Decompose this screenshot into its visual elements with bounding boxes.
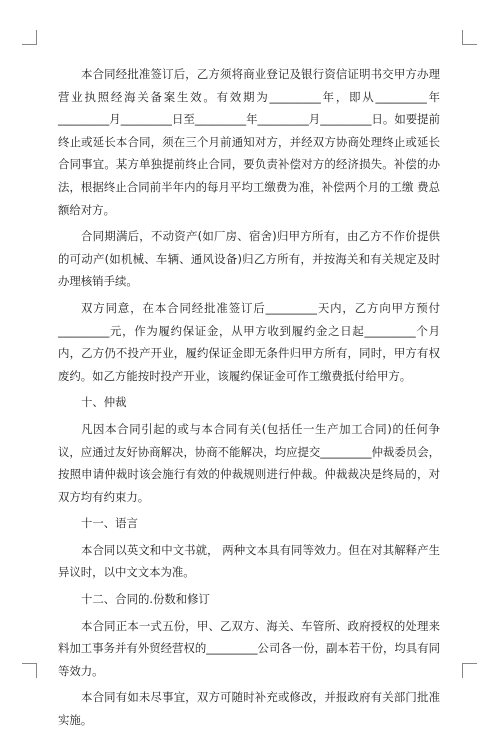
page-corner-mark-top-right bbox=[462, 30, 477, 45]
paragraph-language: 本合同以英文和中文书就， 两种文本具有同等效力。但在对其解释产生异议时，以中文文本为准。 bbox=[58, 542, 440, 580]
paragraph-copies: 本合同正本一式五份，甲、乙双方、海关、车管所、政府授权的处理来料加工事务并有外贸经营权的_________公司各一份，副本若干份，均具有同等效力。 bbox=[58, 618, 440, 678]
section-heading-arbitration: 十、仲裁 bbox=[81, 395, 127, 410]
section-heading-language: 十一、语言 bbox=[81, 516, 138, 531]
document-body bbox=[58, 63, 440, 732]
paragraph-arbitration: 凡因本合同引起的或与本合同有关(包括任一生产加工合同)的任何争议，应通过友好协商解决，协商不能解决，均应提交_________仲裁委员会，按照申请仲裁时该会施行有效的仲裁规则进行仲裁。仲裁裁决是终局的，对双方均有约束力。 bbox=[58, 421, 440, 504]
section-heading-copies-revision: 十二、合同的.份数和修订 bbox=[81, 592, 210, 607]
paragraph-performance-deposit: 双方同意，在本合同经批准签订后_________天内，乙方向甲方预付_________元，作为履约保证金，从甲方收到履约金之日起_________个月内，乙方仍不投产开业，履约保证金即无条件归甲方所有，同时，甲方有权废约。如乙方能按时投产开业，该履约保证金可作工缴费抵付给甲方。 bbox=[58, 300, 440, 383]
page-corner-mark-bottom-left bbox=[22, 663, 37, 678]
paragraph-supplement: 本合同有如未尽事宜，双方可随时补充或修改，并报政府有关部门批准实施。 bbox=[58, 690, 440, 728]
paragraph-validity-term: 本合同经批准签订后，乙方须将商业登记及银行资信证明书交甲方办理营业执照经海关备案生效。有效期为_________年，即从_________年_________月_________日至_________年_________月_________日。如要提前终止或延长本合同，须在三个月前通知对方，并经双方协商处理终止或延长合同事宜。某方单独提前终止合同，要负责补偿对方的经济损失。补偿的办法，根据终止合同前半年内的每月平均工缴费为准，补偿两个月的工缴 费总额给对方。 bbox=[58, 67, 440, 217]
paragraph-asset-ownership: 合同期满后，不动资产(如厂房、宿舍)归甲方所有，由乙方不作价提供的可动产(如机械、车辆、通风设备)归乙方所有，并按海关和有关规定及时办理核销手续。 bbox=[58, 229, 440, 289]
page-corner-mark-top-left bbox=[22, 30, 37, 45]
page-corner-mark-bottom-right bbox=[462, 663, 477, 678]
